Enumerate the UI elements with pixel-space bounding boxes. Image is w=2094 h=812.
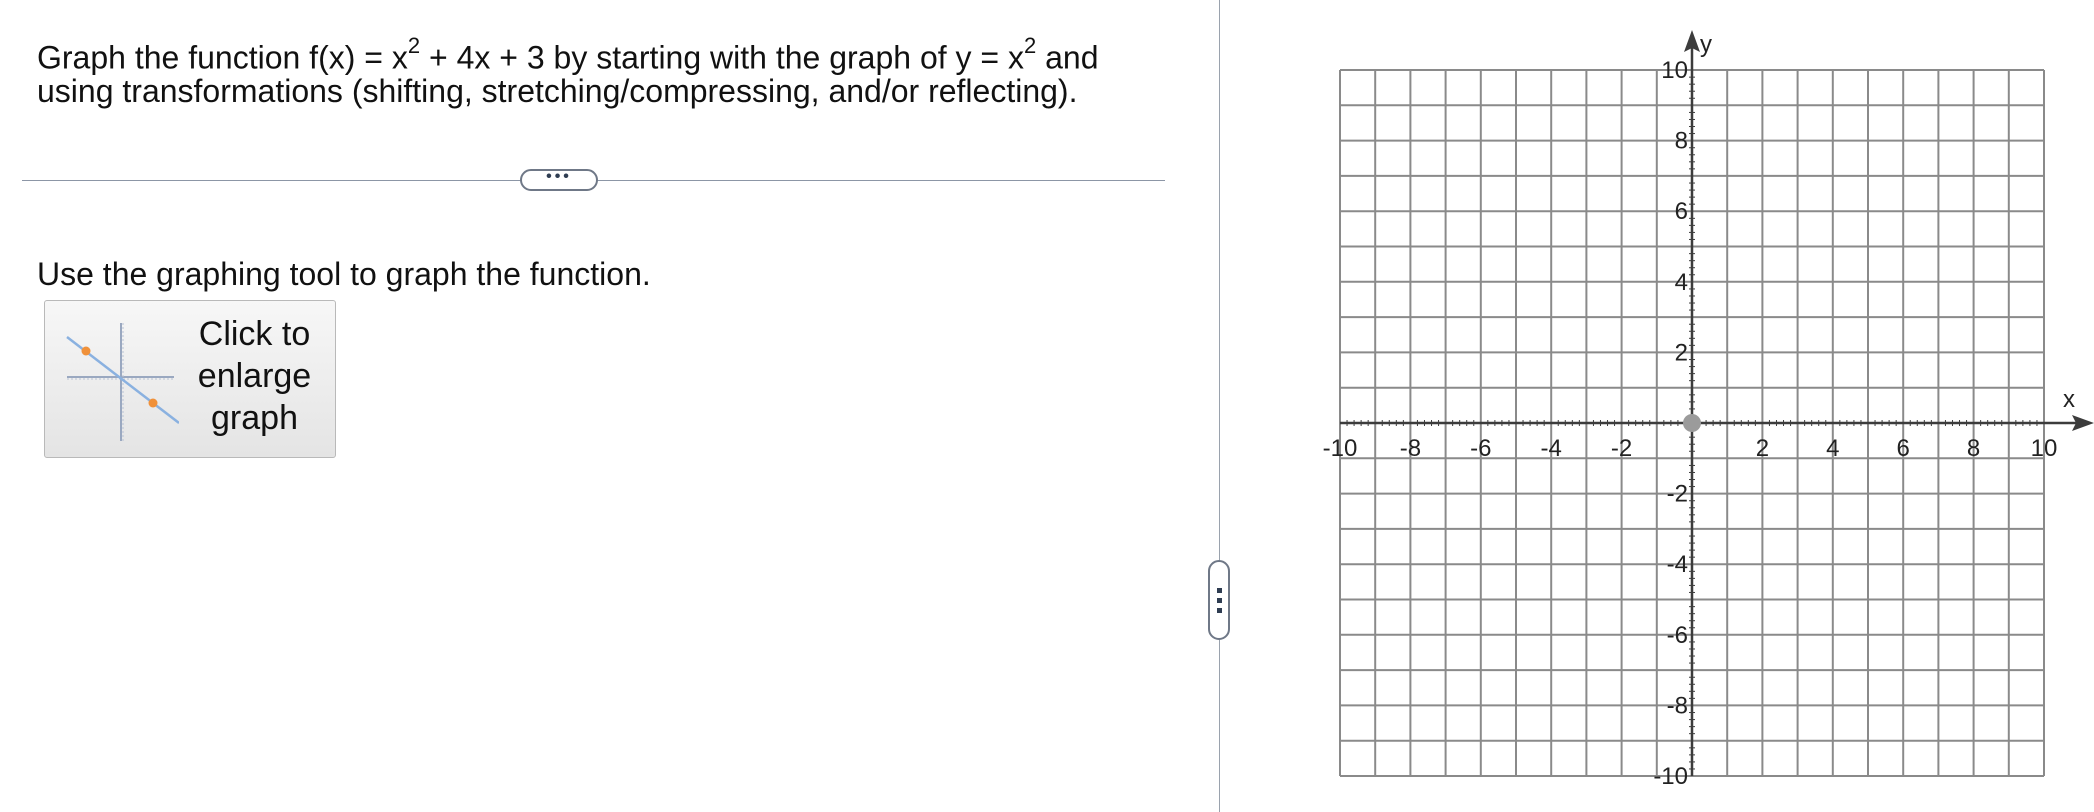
y-tick-label: -4 (1666, 551, 1688, 579)
y-tick-label: 8 (1674, 127, 1688, 155)
enlarge-graph-label: Click to enlarge graph (197, 315, 312, 437)
x-tick-label: 2 (1755, 435, 1770, 462)
x-tick-label: -6 (1470, 435, 1492, 462)
x-tick-label: 6 (1896, 435, 1910, 462)
y-tick-label: 6 (1674, 198, 1688, 226)
coordinate-grid[interactable] (1300, 0, 2094, 812)
x-tick-label: -10 (1322, 435, 1358, 462)
pane-divider (1219, 0, 1220, 812)
y-tick-label: -10 (1653, 763, 1688, 790)
pane-resize-handle[interactable] (1208, 560, 1230, 640)
graph-thumbnail-icon (59, 315, 179, 445)
x-tick-label: 4 (1826, 435, 1840, 462)
ellipsis-icon: ••• (546, 168, 572, 185)
question-text-line-2: using transformations (shifting, stretching/compressing, and/or reflecting). (37, 73, 1078, 109)
x-tick-label: 10 (2030, 435, 2058, 462)
y-tick-label: 10 (1661, 57, 1688, 84)
y-tick-label: -8 (1666, 692, 1688, 720)
y-tick-label: -6 (1666, 621, 1688, 649)
question-text-line-1: Graph the function $f(x) = x^2 + 4x + 3$ by starting with the graph of $y = x^2$ and (37, 33, 1099, 76)
x-tick-label: -8 (1399, 435, 1422, 462)
x-tick-label: 8 (1966, 435, 1981, 462)
y-tick-label: -2 (1666, 480, 1688, 508)
axes (1340, 30, 2094, 776)
enlarge-graph-button[interactable] (44, 300, 336, 458)
y-axis-label: y (1700, 31, 1712, 58)
y-tick-label: 4 (1674, 268, 1688, 296)
y-tick-label: 2 (1674, 339, 1688, 367)
origin-point[interactable] (1683, 414, 1701, 432)
x-axis-label: x (2063, 386, 2075, 413)
expand-collapse-button[interactable] (520, 169, 598, 191)
x-tick-label: -4 (1540, 435, 1562, 462)
instruction-text: Use the graphing tool to graph the function. (37, 256, 651, 292)
x-tick-label: -2 (1610, 435, 1633, 462)
